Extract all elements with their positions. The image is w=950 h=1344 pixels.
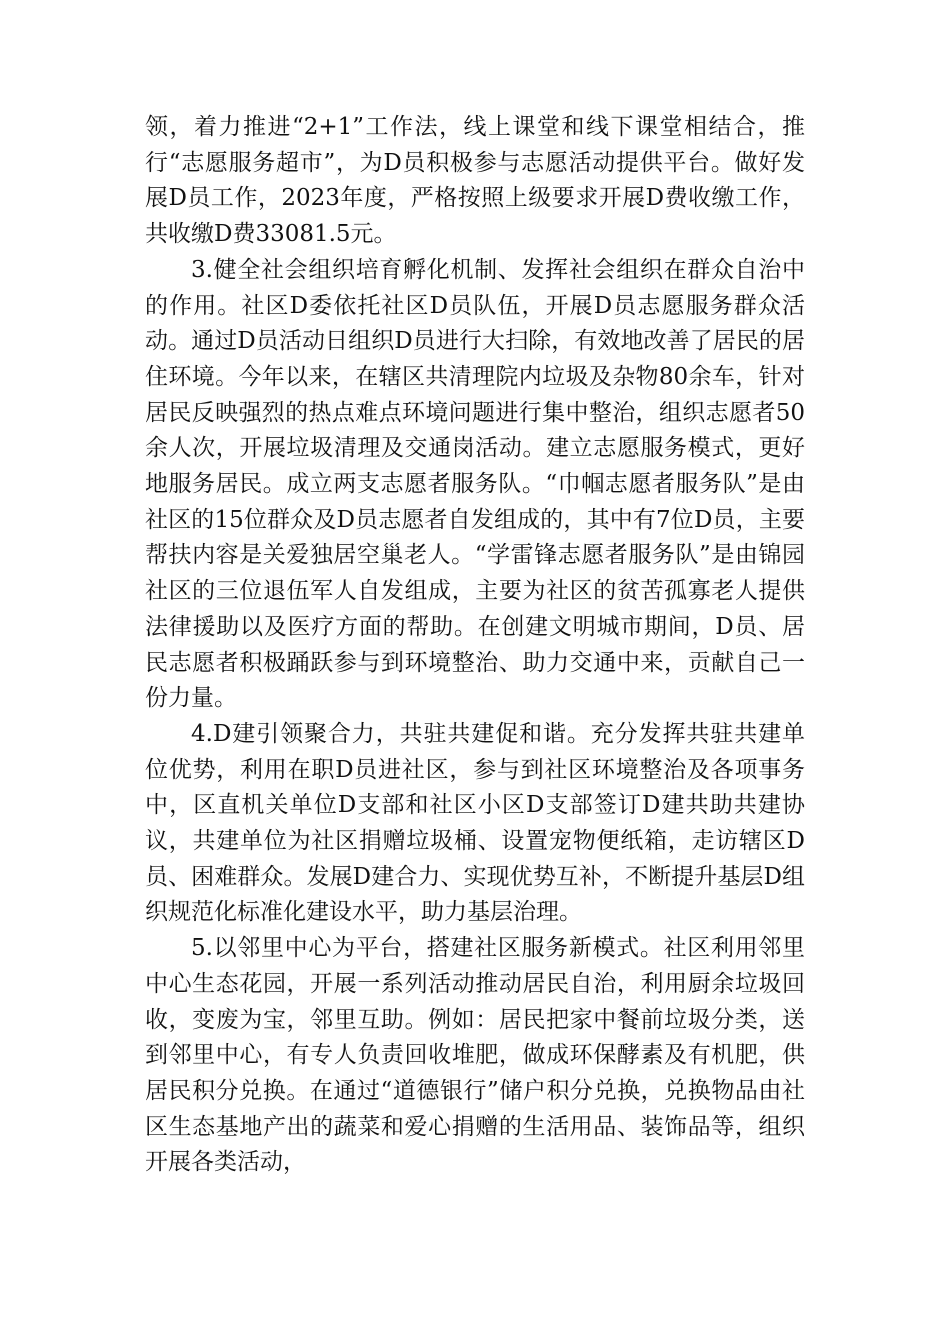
paragraph-section-3: 3.健全社会组织培育孵化机制、发挥社会组织在群众自治中的作用。社区D委依托社区D员队伍，开展D员志愿服务群众活动。通过D员活动日组织D员进行大扫除，有效地改善了居民的居住环境。今年以来，在辖区共清理院内垃圾及杂物80余车，针对居民反映强烈的热点难点环境问题进行集中整治，组织志愿者50余人次，开展垃圾清理及交通岗活动。建立志愿服务模式，更好地服务居民。成立两支志愿者服务队。“巾帼志愿者服务队”是由社区的15位群众及D员志愿者自发组成的，其中有7位D员，主要帮扶内容是关爱独居空巢老人。“学雷锋志愿者服务队”是由锦园社区的三位退伍军人自发组成，主要为社区的贫苦孤寡老人提供法律援助以及医疗方面的帮助。在创建文明城市期间，D员、居民志愿者积极踊跃参与到环境整治、助力交通中来，贡献自己一份力量。 (145, 256, 805, 712)
paragraph-section-4: 4.D建引领聚合力，共驻共建促和谐。充分发挥共驻共建单位优势，利用在职D员进社区，参与到社区环境整治及各项事务中，区直机关单位D支部和社区小区D支部签订D建共助共建协议，共建单位为社区捐赠垃圾桶、设置宠物便纸箱，走访辖区D员、困难群众。发展D建合力、实现优势互补，不断提升基层D组织规范化标准化建设水平，助力基层治理。 (145, 720, 805, 926)
document-page (145, 110, 805, 1181)
paragraph-continuation: 领，着力推进“2+1”工作法，线上课堂和线下课堂相结合，推行“志愿服务超市”，为D员积极参与志愿活动提供平台。做好发展D员工作，2023年度，严格按照上级要求开展D费收缴工作，共收缴D费33081.5元。 (145, 114, 805, 248)
paragraph-section-5: 5.以邻里中心为平台，搭建社区服务新模式。社区利用邻里中心生态花园，开展一系列活动推动居民自治，利用厨余垃圾回收，变废为宝，邻里互助。例如：居民把家中餐前垃圾分类，送到邻里中心，有专人负责回收堆肥，做成环保酵素及有机肥，供居民积分兑换。在通过“道德银行”储户积分兑换，兑换物品由社区生态基地产出的蔬菜和爱心捐赠的生活用品、装饰品等，组织开展各类活动， (145, 935, 805, 1176)
